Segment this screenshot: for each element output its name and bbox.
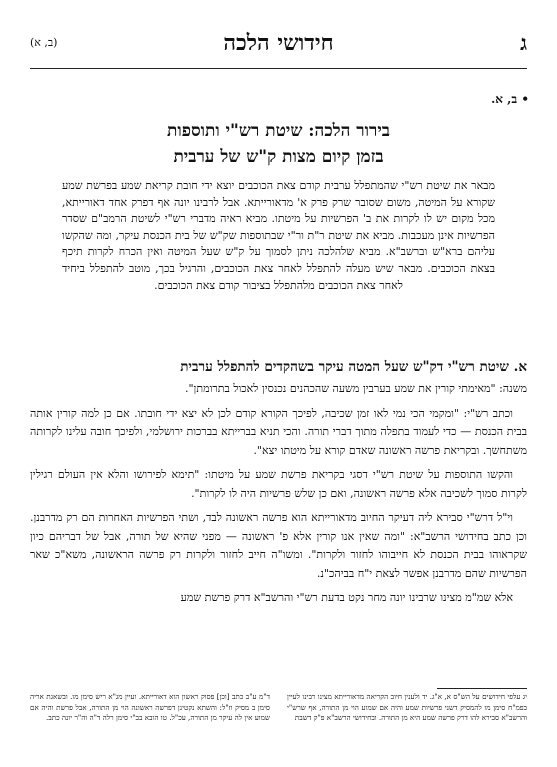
header-divider xyxy=(30,68,527,69)
body-paragraph: משנה: "מאימתי קורין את שמע בערבין משעה שהכהנים נכנסין לאכול בתרומתן". xyxy=(185,382,527,395)
section-reference: (ב, א) xyxy=(30,36,58,49)
body-paragraph: אלא שמ"מ מצינו שרבינו יונה מחר נקט בדעת רש"י והרשב"א דרק פרשת שמע xyxy=(180,591,513,604)
page-number: ג xyxy=(520,30,527,55)
section-heading: א. שיטת רש"י דק"ש שעל המטה עיקר בשהקדים להתפלל ערבית xyxy=(180,359,527,375)
body-paragraph: וי"ל דרש"י סבירא ליה דעיקר החיוב מדאורייתא הוא פרשה ראשונה לבד, ושתי הפרשיות האחרות הם רק מדרבנן. וכן כתב בחידושי הרשב"א: "ומה שאין אנו קורין אלא פ' ראשונה — מפני שהיא של תורה, אבל של דבריהם כיון שקראוהו בבית הכנסת לא חייבוהו לחזור ולקרות". ומשו"ה חייב לחזור ולקרות רק פרשה הראשונה, משא"כ שאר הפרשיות שהם מדרבנן אפשר לצאת י"ח בביהכ"נ. xyxy=(30,511,527,580)
page-header xyxy=(24,30,533,64)
article-title xyxy=(40,118,517,170)
article-abstract: מבאר את שיטת רש"י שהמתפלל ערבית קודם צאת הכוכבים יוצא ידי חובת קריאת שמע בפרשת שמע שקורא על המיטה, משום שסובר שרק פרק א' מדאורייתא. אבל לרבינו יונה אף דפרק אחד דאורייתא, מכל מקום יש לו לקרות את ב' הפרשיות על מיטתו. מביא ראיה מדברי רש"י לשיטת הרמב"ם שסדר הפרשיות אינן מעכבות. מביא את שיטת ר"ת ור"י שבתוספות שק"ש של בית הכנסת עיקר, ומה שהקשו עליהם ברא"ש וברשב"א. מביא שלהלכה ניתן לסמוך על ק"ש שעל המיטה ואין הכרח לקרות תיכף בצאת הכוכבים. מבאר שיש מעלה להתפלל לאחר צאת הכוכבים, והרגיל בכך, מוטב להתפלל ביחיד לאחר צאת הכוכבים מלהתפלל בציבור קודם צאת הכוכבים. xyxy=(62,179,495,292)
running-title: חידושי הלכה xyxy=(223,30,334,56)
footnote-column-left: ד"מ ע"ב כתב [וכן] פסוק ראשון הוא דאורייתא. ועיין מג"א ריש סימן מו. ובשאגת אריה סימן ב מסיק וז"ל: והשתא נקטינן דפרשה ראשונה הוי מן התורה, אבל פרשת והיה אם שמוע אין לה עיקר מן התורה, עכ"ל. טו הובא בב"י סימן רלה ד"ה וה"ר יונה כתב. xyxy=(30,692,270,722)
article-body xyxy=(30,380,527,614)
article-title-line-1: בירור הלכה: שיטת רש"י ותוספות xyxy=(166,121,390,141)
body-paragraph: והקשו התוספות על שיטת רש"י דסגי בקריאת פרשת שמע על מיטתו: "תימא לפירושו והלא אין העולם רגילין לקרות סמוך לשכיבה אלא פרשה ראשונה, ואם כן שלש פרשיות היה לו לקרות". xyxy=(30,468,527,500)
siman-marker: • ב, א. xyxy=(491,92,529,106)
body-paragraph: וכתב רש"י: "ומקמי הכי נמי לאו זמן שכיבה, לפיכך הקורא קודם לכן לא יצא ידי חובתו. אם כן למה קורין אותה בבית הכנסת — כדי לעמוד בתפלה מתוך דברי תורה. והכי תניא בברייתא בברכות ירושלמי, ולפיכך חובה עלינו לקרותה משתחשך. ובקריאת פרשה ראשונה שאדם קורא על מיטתו יצא". xyxy=(30,406,527,457)
footnote-column-right: יג עלפי חידושים על הש"ס א, א"ג. יד ולענין חיוב הקריאה מדאורייתא מצינו רבינו לעיין בפמ"ח סימן מו להמסיק דשני פרשיות שמע והיה אם שמוע הוי מן התורה, אף שרש"י והרשב"א סבירא להו דרק פרשה שמע היא מן התורה. ובחידושי הרשב"א פ"ק דשבת xyxy=(287,692,527,722)
article-title-line-2: בזמן קיום מצות ק"ש של ערבית xyxy=(173,147,384,167)
footnotes xyxy=(30,692,527,754)
footnote-divider xyxy=(437,688,527,689)
